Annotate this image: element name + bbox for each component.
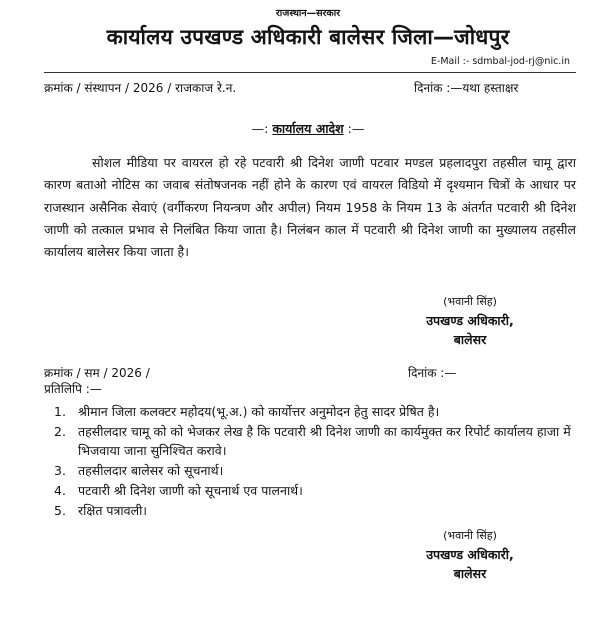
signatory-name: (भवानी सिंह) [443,529,497,542]
signatory-designation: उपखण्ड अधिकारी, [426,313,514,328]
signatory-place: बालेसर [453,332,487,347]
heading-title: कार्यालय आदेश [272,121,344,136]
list-item: 3. तहसीलदार बालेसर को सूचनार्थ। [54,463,224,478]
list-item: 5. रक्षित पत्रावली। [54,503,148,518]
signatory-designation: उपखण्ड अधिकारी, [426,547,514,562]
heading-suffix: :— [343,121,365,136]
copy-reference-date: दिनांक :— [408,366,457,380]
signatory-place: बालेसर [453,566,487,581]
copy-list [54,402,574,521]
copy-label: प्रतिलिपि :— [44,382,102,396]
office-email: E-Mail :- sdmbal-jod-rj@nic.in [430,56,570,67]
order-heading [0,120,616,137]
list-item: 2. तहसीलदार चामू को को भेजकर लेख है कि पटवारी श्री दिनेश जाणी का कार्यमुक्त कर रिपोर्ट कार्यालय हाजा में भिजवाया जाना सुनिश्चित करावे। [54,424,571,458]
copy-reference-number: क्रमांक / सम / 2026 / [44,366,150,380]
reference-date: दिनांक :—यथा हस्ताक्षर [414,81,519,95]
reference-number: क्रमांक / संस्थापन / 2026 / राजकाज रे.न. [44,81,237,95]
signature-block-1 [370,292,570,349]
header-divider [44,72,576,73]
order-body: सोशल मीडिया पर वायरल हो रहे पटवारी श्री दिनेश जाणी पटवार मण्डल प्रहलादपुरा तहसील चामू द्वारा कारण बताओ नोटिस का जवाब संतोषजनक नहीं होने के कारण एवं वायरल विडियो में दृश्यमान चित्रों के आधार पर राजस्थान असैनिक सेवाएं (वर्गीकरण नियन्त्रण और अपील) नियम 1958 के नियम 13 के अंतर्गत पटवारी श्री दिनेश जाणी को तत्काल प्रभाव से निलंबित किया जाता है। निलंबन काल में पटवारी श्री दिनेश जाणी का मुख्यालय तहसील कार्यालय बालेसर किया जाता है। [44,155,576,260]
list-item: 4. पटवारी श्री दिनेश जाणी को सूचनार्थ एव पालनार्थ। [54,483,303,498]
list-item: 1. श्रीमान जिला कलक्टर महोदय(भू.अ.) को कार्योत्तर अनुमोदन हेतु सादर प्रेषित है। [54,404,440,419]
letterhead-state: राजस्थान—सरकार [275,8,341,19]
signature-block-2 [370,526,570,583]
signatory-name: (भवानी सिंह) [443,295,497,308]
office-title: कार्यालय उपखण्ड अधिकारी बालेसर जिला—जोधपुर [106,25,510,49]
heading-prefix: —: [251,121,273,136]
